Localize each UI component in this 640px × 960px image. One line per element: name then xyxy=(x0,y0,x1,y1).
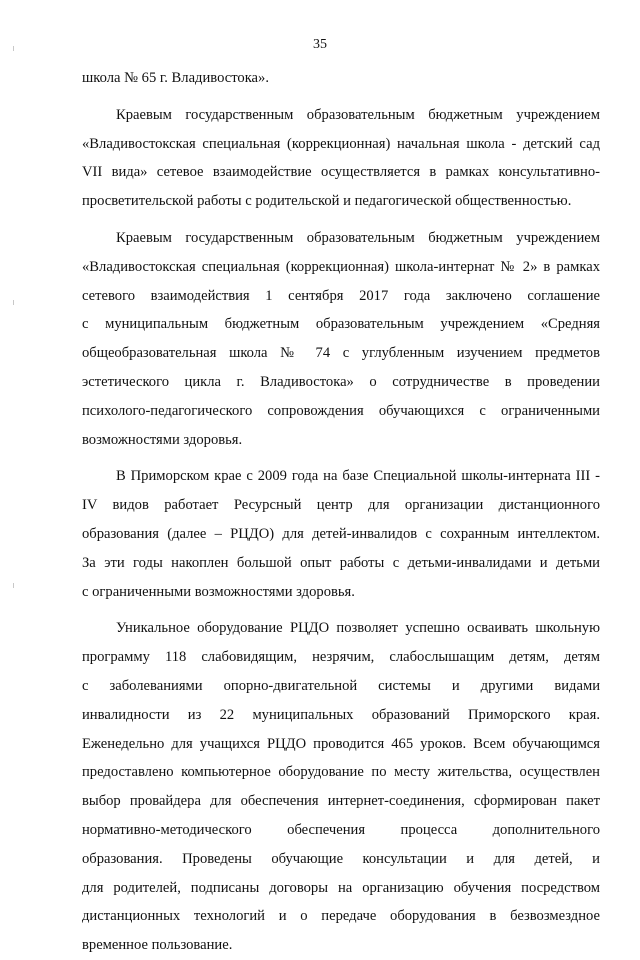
text-line: IV видов работает Ресурсный центр для организации дистанционного xyxy=(82,497,600,514)
text-line: возможностями здоровья. xyxy=(82,431,243,448)
text-line: эстетического цикла г. Владивостока» о сотрудничестве в проведении xyxy=(82,373,600,390)
page-number: 35 xyxy=(313,37,327,52)
paragraph xyxy=(82,462,600,606)
text-line: временное пользование. xyxy=(82,937,233,954)
document-body xyxy=(82,64,600,960)
text-line: с ограниченными возможностями здоровья. xyxy=(82,583,355,600)
paragraph-spacer xyxy=(82,454,600,462)
text-line: общеобразовательная школа № 74 с углубленным изучением предметов xyxy=(82,345,600,362)
text-line: VII вида» сетевое взаимодействие осуществляется в рамках консультативно- xyxy=(82,164,600,181)
text-line: школа № 65 г. Владивостока». xyxy=(82,70,269,86)
text-line: программу 118 слабовидящим, незрячим, слабослышащим детям, детям xyxy=(82,649,600,666)
text-line: Уникальное оборудование РЦДО позволяет успешно осваивать школьную xyxy=(116,620,600,637)
paragraph-spacer xyxy=(82,93,600,101)
text-line: образования. Проведены обучающие консультации и для детей, и xyxy=(82,850,600,867)
paragraph-spacer xyxy=(82,606,600,614)
text-line: с заболеваниями опорно-двигательной системы и другими видами xyxy=(82,677,600,694)
paragraph xyxy=(82,64,600,93)
margin-mark xyxy=(13,583,14,588)
text-line: В Приморском крае с 2009 года на базе Специальной школы-интерната III - xyxy=(116,468,600,485)
text-line: дистанционных технологий и о передаче оборудования в безвозмездное xyxy=(82,908,600,925)
paragraph xyxy=(82,614,600,960)
margin-mark xyxy=(13,300,14,305)
text-line: просветительской работы с родительской и педагогической общественностью. xyxy=(82,193,572,210)
text-line: нормативно-методического обеспечения процесса дополнительного xyxy=(82,821,600,838)
text-line: сетевого взаимодействия 1 сентября 2017 года заключено соглашение xyxy=(82,287,600,304)
text-line: для родителей, подписаны договоры на организацию обучения посредством xyxy=(82,879,600,896)
text-line: Краевым государственным образовательным бюджетным учреждением xyxy=(116,229,600,246)
text-line: Еженедельно для учащихся РЦДО проводится 465 уроков. Всем обучающимся xyxy=(82,735,600,752)
text-line: «Владивостокская специальная (коррекционная) школа-интернат № 2» в рамках xyxy=(82,258,600,275)
text-line: образования (далее – РЦДО) для детей-инвалидов с сохранным интеллектом. xyxy=(82,525,600,542)
text-line: Краевым государственным образовательным бюджетным учреждением xyxy=(116,106,600,123)
text-line: «Владивостокская специальная (коррекционная) начальная школа - детский сад xyxy=(82,135,600,152)
paragraph xyxy=(82,101,600,216)
text-line: с муниципальным бюджетным образовательным учреждением «Средняя xyxy=(82,316,600,333)
paragraph-spacer xyxy=(82,216,600,224)
text-line: выбор провайдера для обеспечения интернет-соединения, сформирован пакет xyxy=(82,793,600,810)
text-line: психолого-педагогического сопровождения обучающихся с ограниченными xyxy=(82,402,600,419)
text-line: За эти годы накоплен большой опыт работы с детьми-инвалидами и детьми xyxy=(82,554,600,571)
text-line: инвалидности из 22 муниципальных образований Приморского края. xyxy=(82,706,600,723)
paragraph xyxy=(82,224,600,454)
text-line: предоставлено компьютерное оборудование по месту жительства, осуществлен xyxy=(82,764,600,781)
